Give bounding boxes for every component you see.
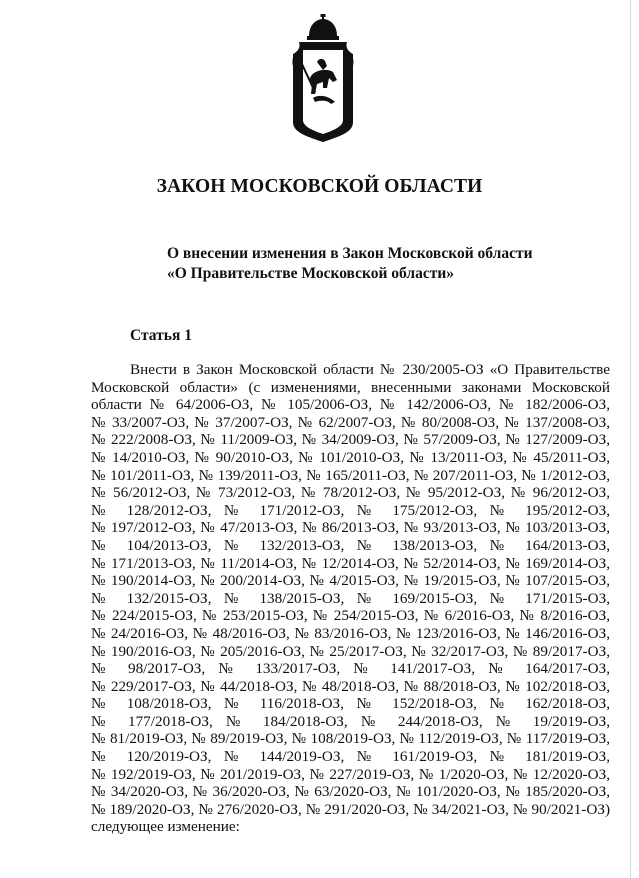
body-line: № 98/2017-ОЗ, № 133/2017-ОЗ, № 141/2017-ОЗ, № 164/2017-ОЗ, xyxy=(91,660,610,678)
body-line: № 34/2020-ОЗ, № 36/2020-ОЗ, № 63/2020-ОЗ, № 101/2020-ОЗ, № 185/2020-ОЗ, xyxy=(91,783,610,801)
body-line: № 171/2013-ОЗ, № 11/2014-ОЗ, № 12/2014-ОЗ, № 52/2014-ОЗ, № 169/2014-ОЗ, xyxy=(91,554,610,572)
body-line: № 104/2013-ОЗ, № 132/2013-ОЗ, № 138/2013-ОЗ, № 164/2013-ОЗ, xyxy=(91,536,610,554)
body-line: № 229/2017-ОЗ, № 44/2018-ОЗ, № 48/2018-ОЗ, № 88/2018-ОЗ, № 102/2018-ОЗ, xyxy=(91,677,610,695)
subtitle-line: «О Правительстве Московской области» xyxy=(167,265,455,282)
body-line: Внести в Закон Московской области № 230/2005-ОЗ «О Правительстве xyxy=(130,361,610,378)
body-line: области № 64/2006-ОЗ, № 105/2006-ОЗ, № 142/2006-ОЗ, № 182/2006-ОЗ, xyxy=(91,396,610,414)
page-edge-divider xyxy=(630,0,631,878)
document-subtitle xyxy=(167,244,533,284)
article-body xyxy=(91,361,610,836)
body-line: № 197/2012-ОЗ, № 47/2013-ОЗ, № 86/2013-ОЗ, № 93/2013-ОЗ, № 103/2013-ОЗ, xyxy=(91,519,610,537)
body-line: № 189/2020-ОЗ, № 276/2020-ОЗ, № 291/2020-ОЗ, № 34/2021-ОЗ, № 90/2021-ОЗ) xyxy=(91,800,610,818)
body-line: № 190/2016-ОЗ, № 205/2016-ОЗ, № 25/2017-ОЗ, № 32/2017-ОЗ, № 89/2017-ОЗ, xyxy=(91,642,610,660)
body-line: № 101/2011-ОЗ, № 139/2011-ОЗ, № 165/2011-ОЗ, № 207/2011-ОЗ, № 1/2012-ОЗ, xyxy=(91,466,610,484)
body-line: № 24/2016-ОЗ, № 48/2016-ОЗ, № 83/2016-ОЗ, № 123/2016-ОЗ, № 146/2016-ОЗ, xyxy=(91,624,610,642)
body-line: № 177/2018-ОЗ, № 184/2018-ОЗ, № 244/2018-ОЗ, № 19/2019-ОЗ, xyxy=(91,712,610,730)
body-line: № 132/2015-ОЗ, № 138/2015-ОЗ, № 169/2015-ОЗ, № 171/2015-ОЗ, xyxy=(91,589,610,607)
body-line: № 222/2008-ОЗ, № 11/2009-ОЗ, № 34/2009-ОЗ, № 57/2009-ОЗ, № 127/2009-ОЗ, xyxy=(91,431,610,449)
body-line: следующее изменение: xyxy=(91,818,240,836)
body-line: № 14/2010-ОЗ, № 90/2010-ОЗ, № 101/2010-ОЗ, № 13/2011-ОЗ, № 45/2011-ОЗ, xyxy=(91,448,610,466)
document-title: ЗАКОН МОСКОВСКОЙ ОБЛАСТИ xyxy=(156,176,483,197)
body-line: Московской области» (с изменениями, внесенными законами Московской xyxy=(91,378,610,396)
body-line: № 108/2018-ОЗ, № 116/2018-ОЗ, № 152/2018-ОЗ, № 162/2018-ОЗ, xyxy=(91,695,610,713)
coat-of-arms-icon xyxy=(283,14,363,144)
body-line: № 81/2019-ОЗ, № 89/2019-ОЗ, № 108/2019-ОЗ, № 112/2019-ОЗ, № 117/2019-ОЗ, xyxy=(91,730,610,748)
body-line: № 190/2014-ОЗ, № 200/2014-ОЗ, № 4/2015-ОЗ, № 19/2015-ОЗ, № 107/2015-ОЗ, xyxy=(91,572,610,590)
body-line: № 192/2019-ОЗ, № 201/2019-ОЗ, № 227/2019-ОЗ, № 1/2020-ОЗ, № 12/2020-ОЗ, xyxy=(91,765,610,783)
body-line: № 128/2012-ОЗ, № 171/2012-ОЗ, № 175/2012-ОЗ, № 195/2012-ОЗ, xyxy=(91,501,610,519)
body-line: № 33/2007-ОЗ, № 37/2007-ОЗ, № 62/2007-ОЗ, № 80/2008-ОЗ, № 137/2008-ОЗ, xyxy=(91,413,610,431)
body-line: № 120/2019-ОЗ, № 144/2019-ОЗ, № 161/2019-ОЗ, № 181/2019-ОЗ, xyxy=(91,748,610,766)
article-heading: Статья 1 xyxy=(130,327,192,344)
body-line: № 224/2015-ОЗ, № 253/2015-ОЗ, № 254/2015-ОЗ, № 6/2016-ОЗ, № 8/2016-ОЗ, xyxy=(91,607,610,625)
body-line: № 56/2012-ОЗ, № 73/2012-ОЗ, № 78/2012-ОЗ, № 95/2012-ОЗ, № 96/2012-ОЗ, xyxy=(91,484,610,502)
subtitle-line: О внесении изменения в Закон Московской области xyxy=(167,245,533,262)
